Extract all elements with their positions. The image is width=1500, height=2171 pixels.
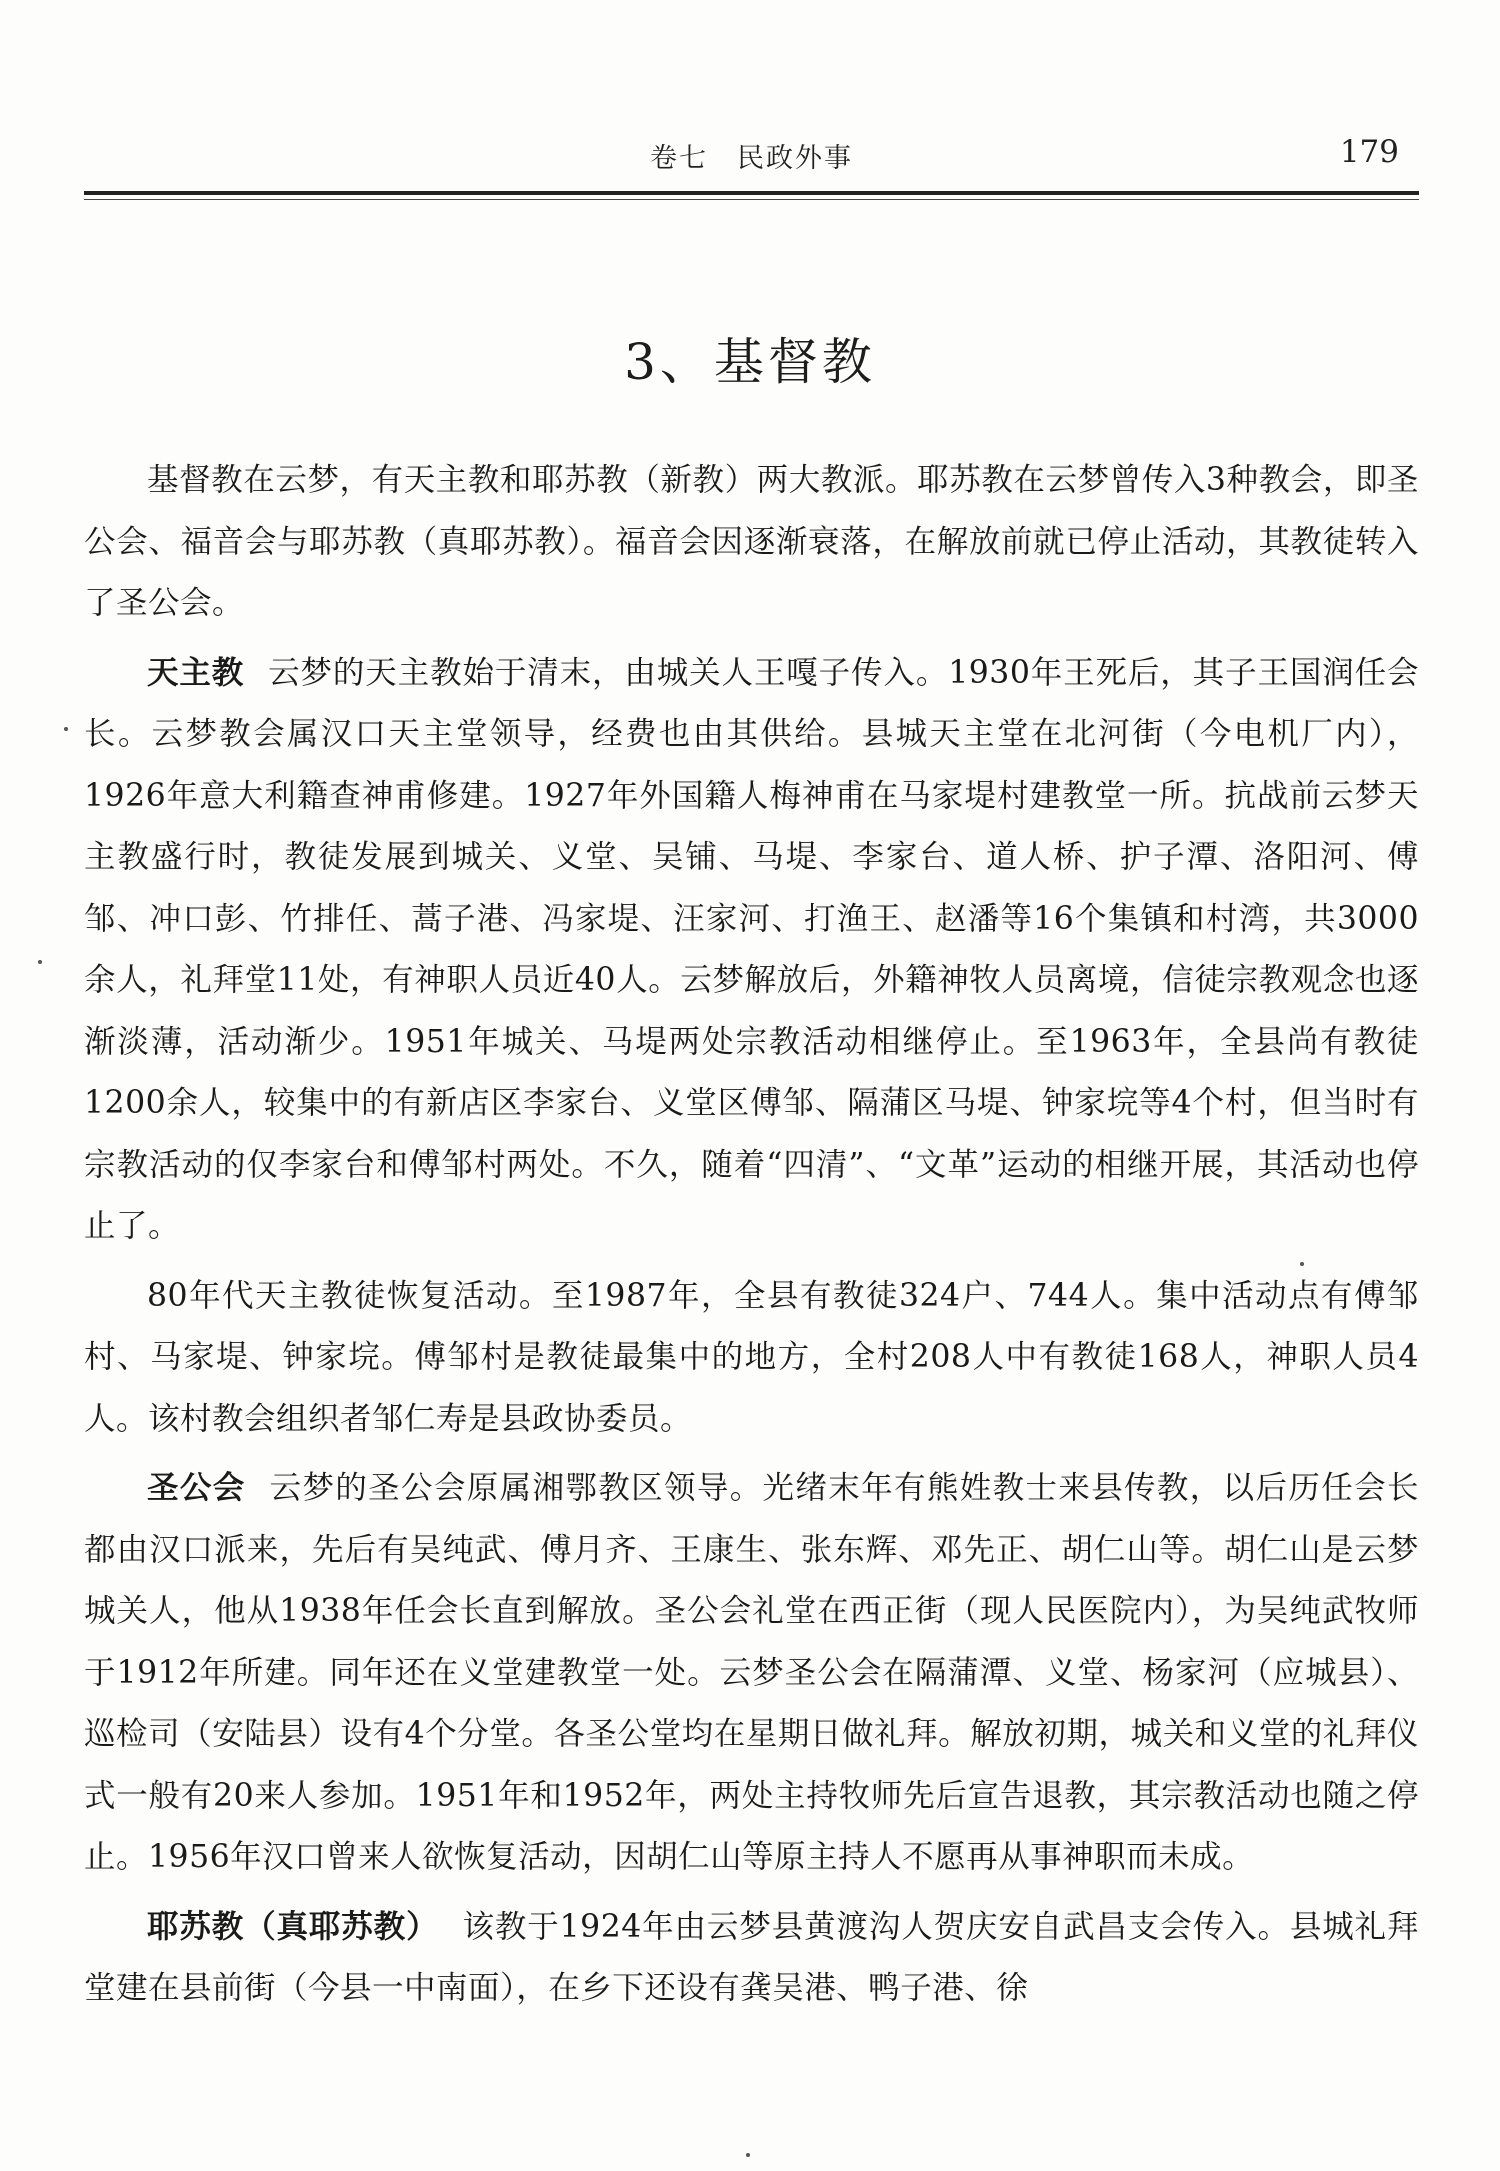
paragraph-text: 80年代天主教徒恢复活动。至1987年，全县有教徒324户、744人。集中活动点有傅邹村、马家堤、钟家垸。傅邹村是教徒最集中的地方，全村208人中有教徒168人，神职人员4人。该村教会组织者邹仁寿是县政协委员。 xyxy=(84,1277,1419,1437)
paragraph-true-jesus-church xyxy=(84,1897,1419,2020)
body-text xyxy=(84,450,1419,2028)
paragraph-anglican xyxy=(84,1458,1419,1889)
header-rule-thin xyxy=(84,199,1419,200)
running-header xyxy=(84,136,1419,182)
scan-speck xyxy=(38,960,42,964)
paragraph-intro xyxy=(84,450,1419,635)
paragraph-lead-term: 圣公会 xyxy=(147,1470,246,1506)
paragraph-text: 云梦的天主教始于清末，由城关人王嘎子传入。1930年王死后，其子王国润任会长。云梦教会属汉口天主堂领导，经费也由其供给。县城天主堂在北河街（今电机厂内），1926年意大利籍查神甫修建。1927年外国籍人梅神甫在马家堤村建教堂一所。抗战前云梦天主教盛行时，教徒发展到城关、义堂、吴铺、马堤、李家台、道人桥、护子潭、洛阳河、傅邹、冲口彭、竹排任、蒿子港、冯家堤、汪家河、打渔王、赵潘等16个集镇和村湾，共3000余人，礼拜堂11处，有神职人员近40人。云梦解放后，外籍神牧人员离境，信徒宗教观念也逐渐淡薄，活动渐少。1951年城关、马堤两处宗教活动相继停止。至1963年，全县尚有教徒1200余人，较集中的有新店区李家台、义堂区傅邹、隔蒲区马堤、钟家垸等4个村，但当时有宗教活动的仅李家台和傅邹村两处。不久，随着“四清”、“文革”运动的相继开展，其活动也停止了。 xyxy=(84,654,1419,1244)
header-rule-thick xyxy=(84,191,1419,195)
paragraph-text: 该教于1924年由云梦县黄渡沟人贺庆安自武昌支会传入。县城礼拜堂建在县前街（今县一中南面），在乡下还设有龚吴港、鸭子港、徐 xyxy=(84,1908,1419,2006)
scan-speck xyxy=(1300,1262,1304,1266)
paragraph-catholic-revival xyxy=(84,1266,1419,1451)
paragraph-lead-term: 天主教 xyxy=(147,654,245,691)
paragraph-catholicism xyxy=(84,643,1419,1258)
section-title: 3、基督教 xyxy=(624,333,876,391)
paragraph-text: 云梦的圣公会原属湘鄂教区领导。光绪末年有熊姓教士来县传教，以后历任会长都由汉口派来，先后有吴纯武、傅月齐、王康生、张东辉、邓先正、胡仁山等。胡仁山是云梦城关人，他从1938年任会长直到解放。圣公会礼堂在西正街（现人民医院内），为吴纯武牧师于1912年所建。同年还在义堂建教堂一处。云梦圣公会在隔蒲潭、义堂、杨家河（应城县）、巡检司（安陆县）设有4个分堂。各圣公堂均在星期日做礼拜。解放初期，城关和义堂的礼拜仪式一般有20来人参加。1951年和1952年，两处主持牧师先后宣告退教，其宗教活动也随之停止。1956年汉口曾来人欲恢复活动，因胡仁山等原主持人不愿再从事神职而未成。 xyxy=(84,1470,1419,1875)
scan-speck xyxy=(746,2153,750,2157)
scan-speck xyxy=(64,727,68,731)
page-number: 179 xyxy=(1339,134,1399,170)
paragraph-lead-term: 耶苏教（真耶苏教） xyxy=(147,1908,439,1945)
running-title: 卷七 民政外事 xyxy=(650,143,853,174)
paragraph-text: 基督教在云梦，有天主教和耶苏教（新教）两大教派。耶苏教在云梦曾传入3种教会，即圣公会、福音会与耶苏教（真耶苏教）。福音会因逐渐衰落，在解放前就已停止活动，其教徒转入了圣公会。 xyxy=(84,462,1419,621)
